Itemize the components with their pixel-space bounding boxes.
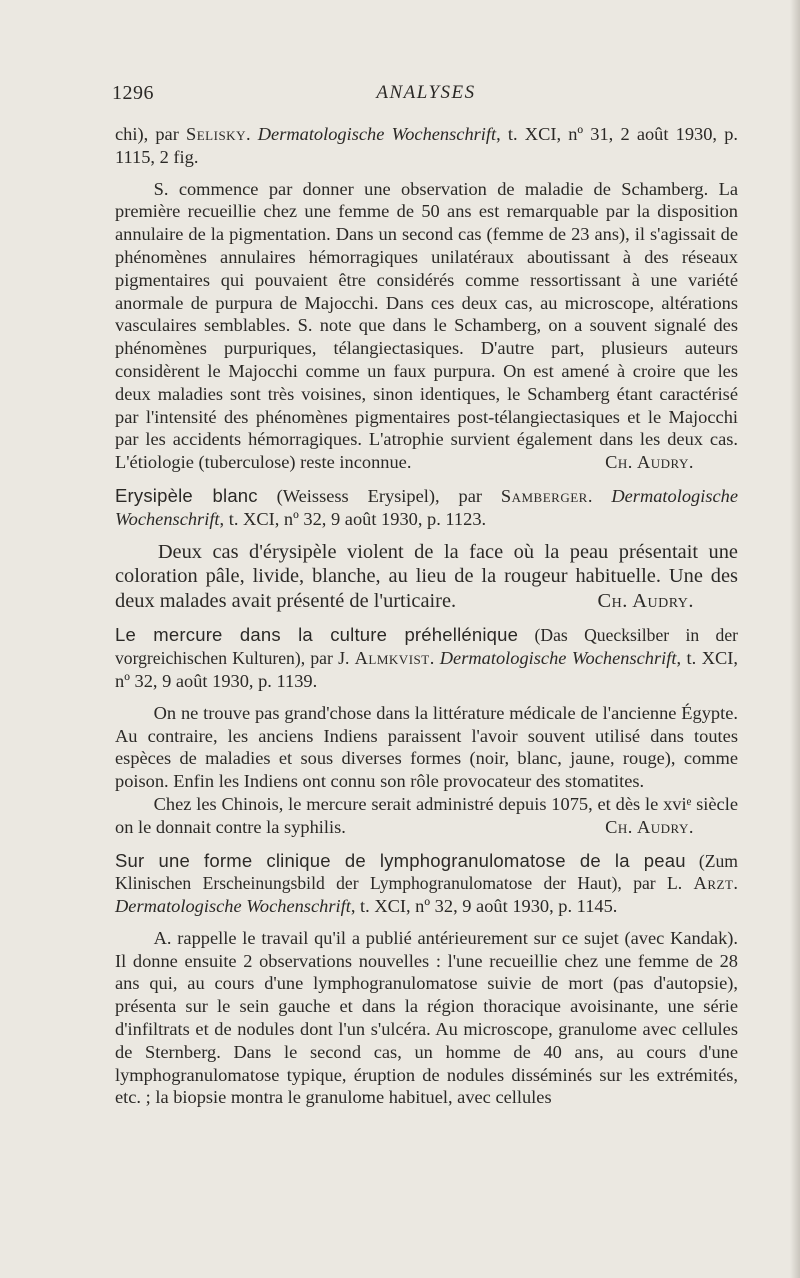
entry1-author: Selisky [186,124,246,144]
entry2-body: Deux cas d'érysipèle violent de la face où la peau présentait une coloration pâle, livide, blanche, au lieu de la rougeur habituelle. Une des deux malades avait présenté de l'urticaire. Ch. Audry. [115,540,738,612]
entry3-body-2: Chez les Chinois, le mercure serait administré depuis 1075, et dès le xviᵉ siècle on le donnait contre la syphilis. Ch. Audry. [115,793,738,837]
entry3-heading: Le mercure dans la culture préhellénique [115,624,519,646]
page-number: 1296 [112,82,154,104]
entry2-journal: Dermatologische Wochenschrift [115,485,739,529]
entry4-author: Arzt [693,873,734,894]
running-title: ANALYSES [376,82,476,103]
entry4-citation: Sur une forme clinique de lymphogranulomatose de la peau (Zum Klinischen Erscheinungsbild der Lymphogranulomatose der Haut), par L. Arzt. Dermatologische Wochenschrift, t. XCI, nº 32, 9 août 1930, p. 1145. [115,849,738,917]
entry2-author: Samberger [500,485,588,506]
entry1-journal: Dermatologische Wochenschrift [257,124,497,144]
entry1-signature: Ch. Audry. [605,452,694,473]
entry3-journal: Dermatologische Wochenschrift [439,648,677,669]
entry3-signature: Ch. Audry. [605,816,694,837]
entry2-heading: Erysipèle blanc [115,484,258,506]
entry4-journal: Dermatologische Wochenschrift [115,896,351,917]
entry2-signature: Ch. Audry. [597,589,694,612]
entry4-heading: Sur une forme clinique de lymphogranulomatose de la peau [115,849,686,871]
entry3-body-1: On ne trouve pas grand'chose dans la littérature médicale de l'ancienne Égypte. Au contraire, les anciens Indiens paraissent l'avoir souvent utilisé dans toutes espèces de maladies et sous diverses formes (noir, blanc, jaune, rouge), comme poison. Enfin les Indiens ont connu son rôle provocateur des stomatites. [115,702,738,792]
page-header [112,82,740,112]
page-edge-shadow [790,0,800,1278]
entry1-citation: chi), par Selisky. Dermatologische Wochenschrift, t. XCI, nº 31, 2 août 1930, p. 1115, 2 fig. [115,124,738,167]
entry1-body: S. commence par donner une observation de maladie de Schamberg. La première recueillie chez une femme de 50 ans est remarquable par la disposition annulaire de la pigmentation. Dans un second cas (femme de 23 ans), il s'agissait de phénomènes annulaires hémorragiques unilatéraux aboutissant à des réseaux pigmentaires qui pouvaient être considérés comme ressortissant à une variété anormale de purpura de Majocchi. Dans ces deux cas, au microscope, altérations vasculaires semblables. S. note que dans le Schamberg, on a souvent signalé des phénomènes purpuriques, télangiectasiques. D'autre part, plusieurs auteurs considèrent le Majocchi comme un faux purpura. On est amené à croire que les deux maladies sont très voisines, sinon identiques, le Schamberg étant caractérisé par l'intensité des phénomènes pigmentaires post-télangiectasiques et le Majocchi par les accidents hémorragiques. L'atrophie survient également dans les deux cas. L'étiologie (tuberculose) reste inconnue. Ch. Audry. [115,178,738,473]
article-text [115,123,738,1109]
entry2-citation: Erysipèle blanc (Weissess Erysipel), par Samberger. Dermatologische Wochenschrift, t. XCI, nº 32, 9 août 1930, p. 1123. [115,484,739,529]
entry3-author: Almkvist [354,648,430,669]
entry3-citation: Le mercure dans la culture préhellénique (Das Quecksilber in der vorgreichischen Kulturen), par J. Almkvist. Dermatologische Wochenschrift, t. XCI, nº 32, 9 août 1930, p. 1139. [115,624,739,691]
entry4-body: A. rappelle le travail qu'il a publié antérieurement sur ce sujet (avec Kandak). Il donne ensuite 2 observations nouvelles : l'une recueillie chez une femme de 28 ans qui, au cours d'une lymphogranulomatose suivie de mort (pas d'autopsie), présenta sur le sein gauche et dans la région thoracique avoisinante, une série d'infiltrats et de nodules dont l'un s'ulcéra. Au microscope, granulome avec cellules de Sternberg. Dans le second cas, un homme de 40 ans, au cours d'une lymphogranulomatose typique, éruption de nodules disséminés sur les extrémités, etc. ; la biopsie montra le granulome habituel, avec cellules [115,927,738,1108]
